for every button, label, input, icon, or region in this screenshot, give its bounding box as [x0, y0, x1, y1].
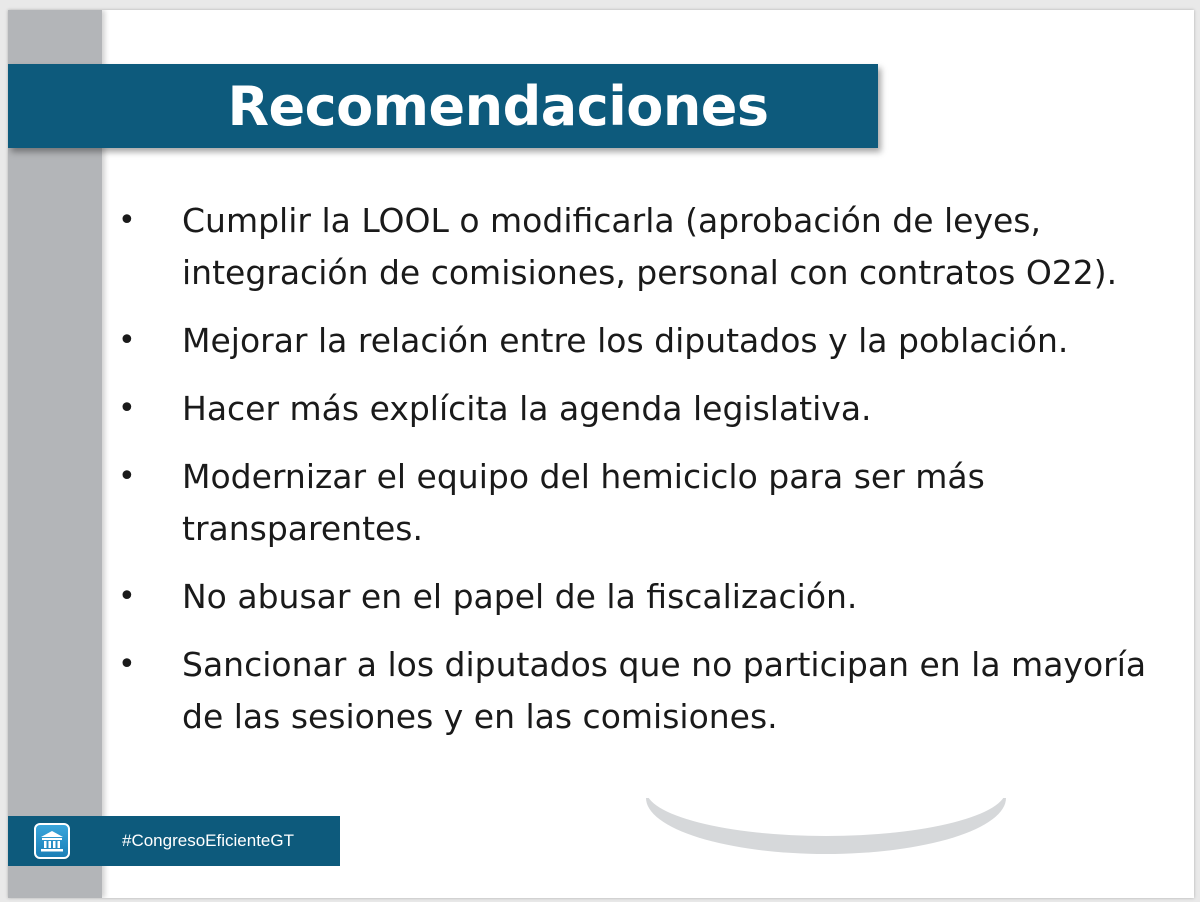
bullet-icon: • — [118, 391, 136, 426]
decorative-arc — [646, 798, 1006, 854]
congress-building-icon — [34, 823, 70, 859]
list-item-text: Modernizar el equipo del hemiciclo para ser más transparentes. — [182, 457, 985, 548]
list-item — [118, 315, 1178, 367]
bullet-icon: • — [118, 459, 136, 494]
bullet-icon: • — [118, 579, 136, 614]
recommendations-list — [118, 195, 1178, 759]
list-item-text: Cumplir la LOOL o modificarla (aprobación de leyes, integración de comisiones, personal con contratos O22). — [182, 201, 1118, 292]
bullet-icon: • — [118, 203, 136, 238]
title-banner — [8, 64, 878, 148]
slide-title: Recomendaciones — [227, 74, 769, 138]
list-item — [118, 451, 1178, 555]
footer-bar — [8, 816, 340, 866]
slide — [8, 10, 1194, 898]
list-item — [118, 195, 1178, 299]
footer-hashtag: #CongresoEficienteGT — [122, 831, 294, 850]
list-item — [118, 383, 1178, 435]
list-item — [118, 571, 1178, 623]
bullet-icon: • — [118, 647, 136, 682]
bullet-icon: • — [118, 323, 136, 358]
list-item-text: Sancionar a los diputados que no participan en la mayoría de las sesiones y en las comisiones. — [182, 645, 1147, 736]
list-item-text: Hacer más explícita la agenda legislativa. — [182, 389, 872, 428]
list-item-text: Mejorar la relación entre los diputados y la población. — [182, 321, 1069, 360]
list-item — [118, 639, 1178, 743]
list-item-text: No abusar en el papel de la fiscalización. — [182, 577, 858, 616]
